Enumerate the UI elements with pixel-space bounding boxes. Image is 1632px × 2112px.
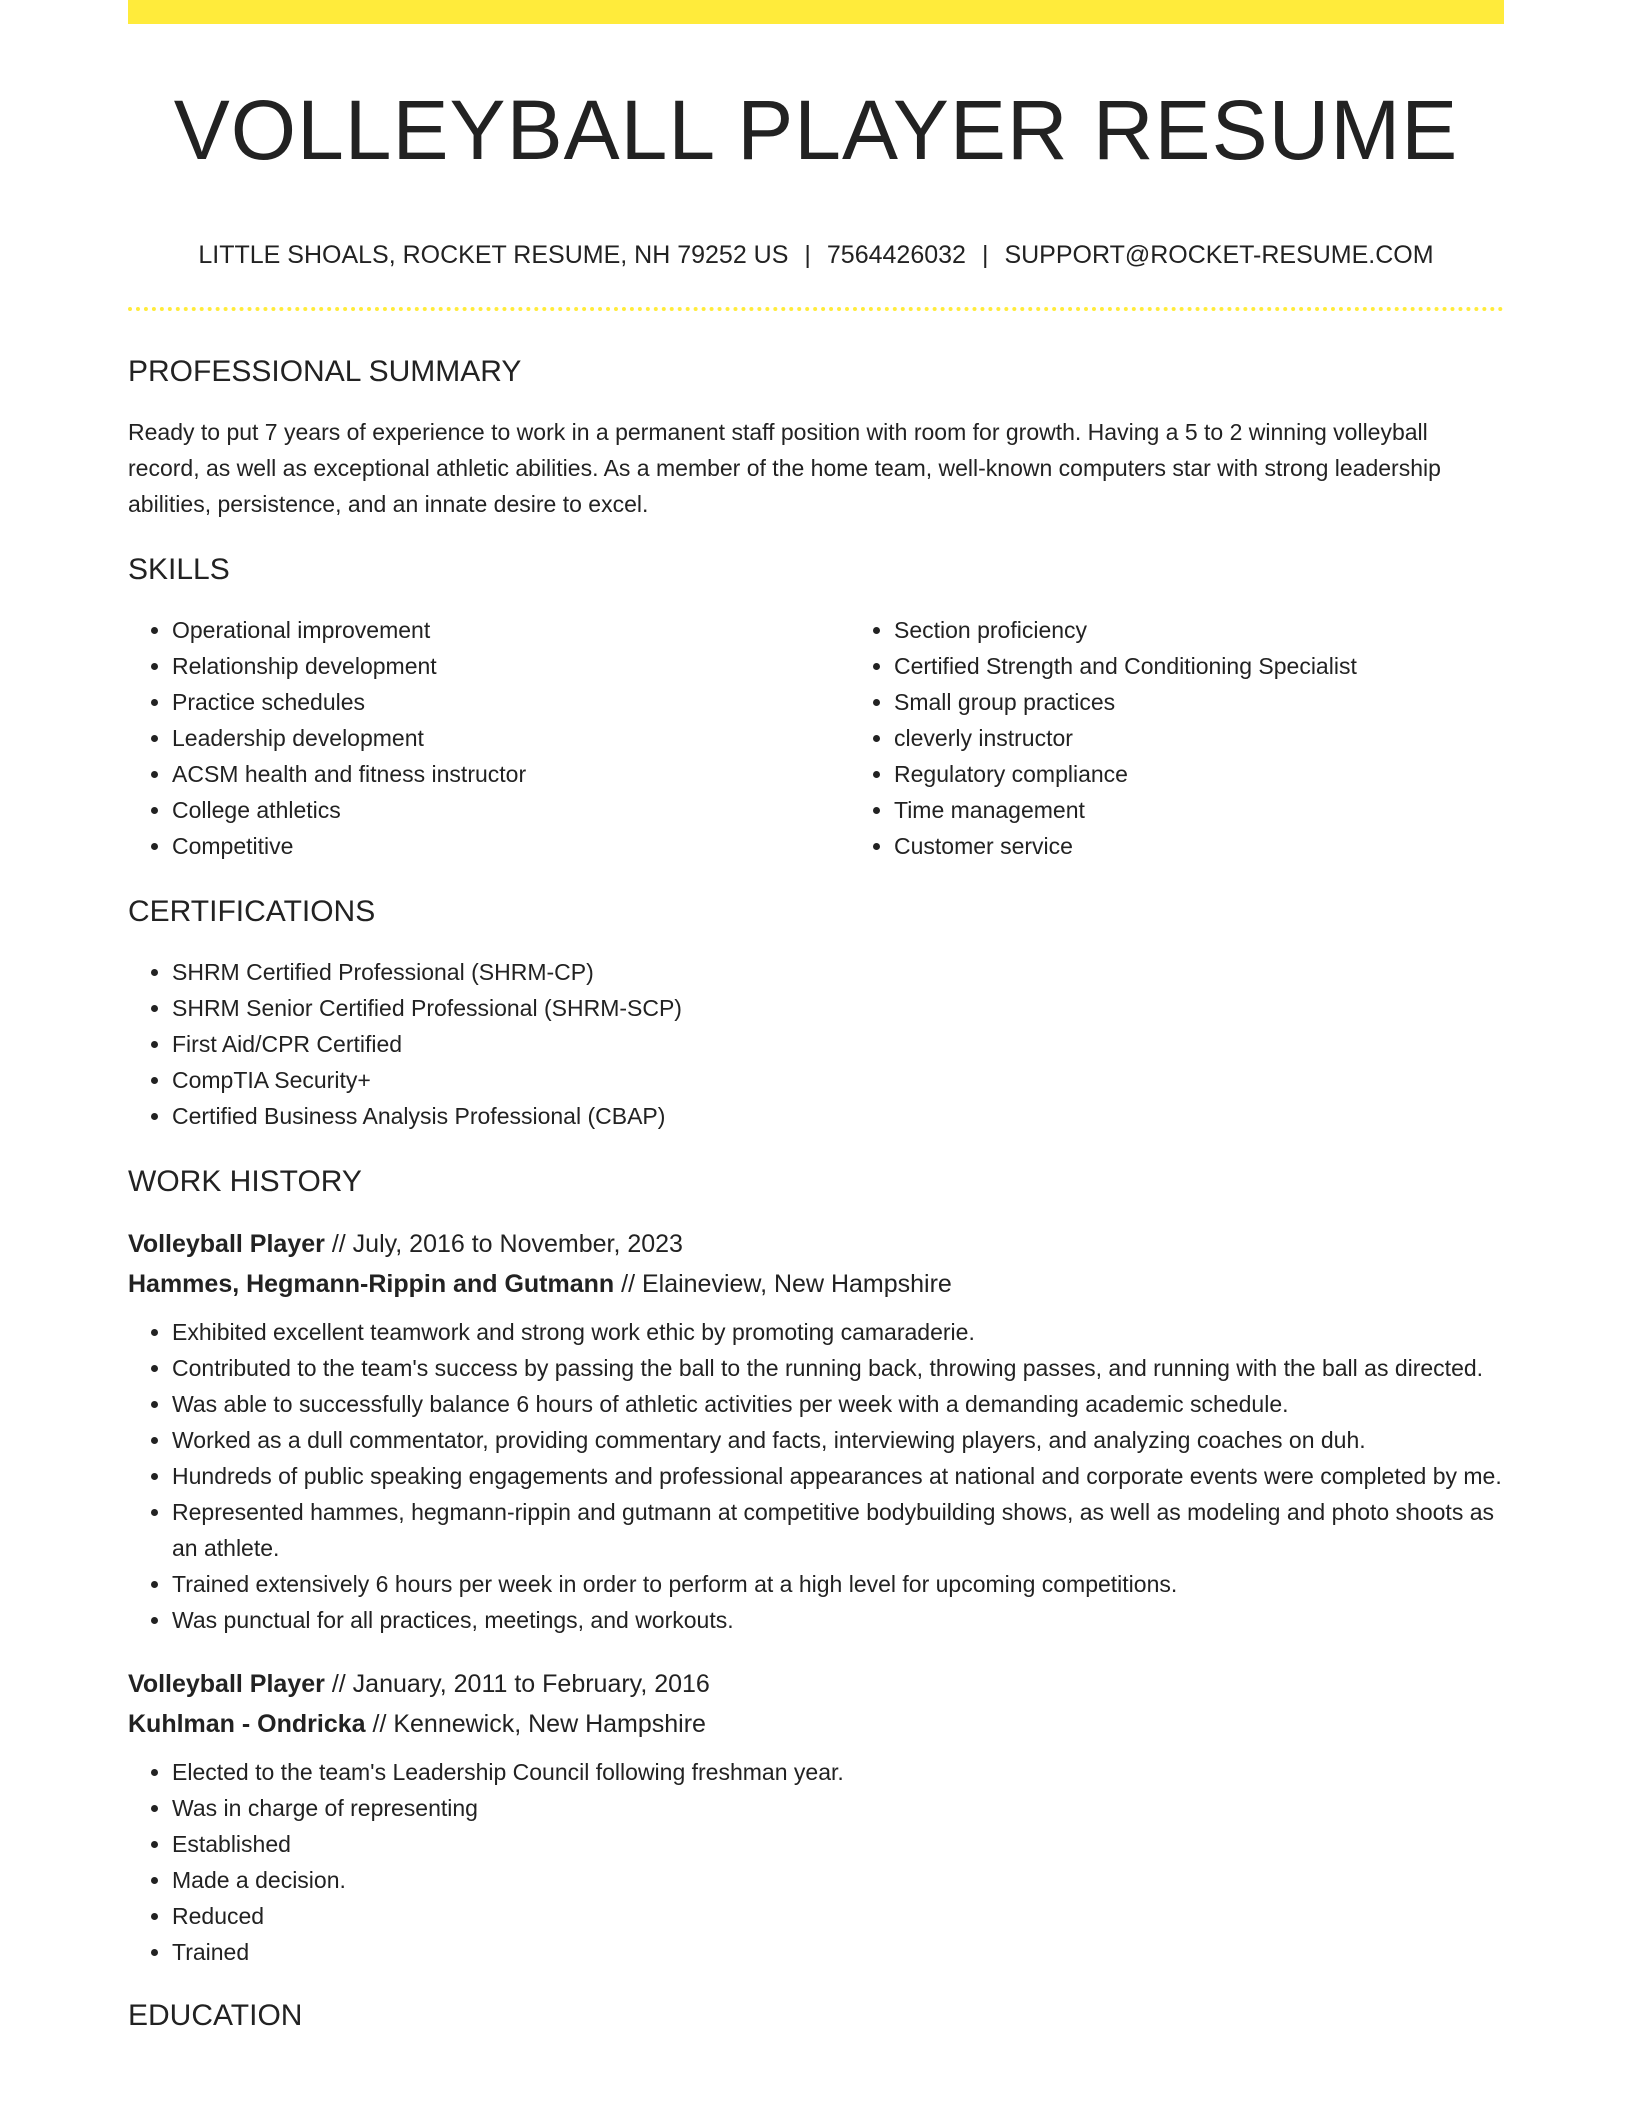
list-item: • Was punctual for all practices, meetings, and workouts. <box>172 1602 1504 1638</box>
job-company-line <box>128 1704 1504 1744</box>
education-section <box>128 1996 1504 2036</box>
list-item: • Competitive <box>172 828 850 864</box>
list-item: • Was in charge of representing <box>172 1790 1504 1826</box>
skills-list-left <box>128 612 850 864</box>
contact-line <box>128 237 1504 273</box>
job-dates: // July, 2016 to November, 2023 <box>331 1230 683 1258</box>
job-entry <box>128 1664 1504 1970</box>
summary-section <box>128 352 1504 522</box>
work-history-section <box>128 1162 1504 1970</box>
list-item: • College athletics <box>172 792 850 828</box>
job-bullets <box>128 1314 1504 1638</box>
list-item: • Leadership development <box>172 720 850 756</box>
job-location: // Kennewick, New Hampshire <box>372 1710 706 1738</box>
list-item: • First Aid/CPR Certified <box>172 1026 1504 1062</box>
job-dates: // January, 2011 to February, 2016 <box>331 1670 710 1698</box>
list-item: • Regulatory compliance <box>894 756 1572 792</box>
resume-content <box>128 352 1504 2058</box>
list-item: • Established <box>172 1826 1504 1862</box>
job-company: Hammes, Hegmann-Rippin and Gutmann <box>128 1270 615 1298</box>
list-item: • Practice schedules <box>172 684 850 720</box>
list-item: • Certified Business Analysis Professional (CBAP) <box>172 1098 1504 1134</box>
list-item: • Represented hammes, hegmann-rippin and gutmann at competitive bodybuilding shows, as well as modeling and photo shoots as an athlete. <box>172 1494 1504 1566</box>
list-item: • Contributed to the team's success by passing the ball to the running back, throwing passes, and running with the ball as directed. <box>172 1350 1504 1386</box>
jobs-list <box>128 1224 1504 1970</box>
list-item: • Time management <box>894 792 1572 828</box>
education-heading: EDUCATION <box>128 1999 303 2032</box>
list-item: • Worked as a dull commentator, providing commentary and facts, interviewing players, and analyzing coaches on duh. <box>172 1422 1504 1458</box>
skills-grid <box>128 612 1504 864</box>
job-entry <box>128 1224 1504 1638</box>
certifications-section <box>128 892 1504 1134</box>
skills-heading: SKILLS <box>128 553 230 586</box>
contact-separator: | <box>981 241 989 269</box>
job-company-line <box>128 1264 1504 1304</box>
list-item: • Exhibited excellent teamwork and strong work ethic by promoting camaraderie. <box>172 1314 1504 1350</box>
list-item: • cleverly instructor <box>894 720 1572 756</box>
job-title: Volleyball Player <box>128 1230 325 1258</box>
list-item: • Elected to the team's Leadership Council following freshman year. <box>172 1754 1504 1790</box>
list-item: • CompTIA Security+ <box>172 1062 1504 1098</box>
skills-section <box>128 550 1504 864</box>
list-item: • Relationship development <box>172 648 850 684</box>
resume-title: VOLLEYBALL PLAYER RESUME <box>173 83 1459 177</box>
summary-heading: PROFESSIONAL SUMMARY <box>128 355 522 388</box>
job-title: Volleyball Player <box>128 1670 325 1698</box>
list-item: • Operational improvement <box>172 612 850 648</box>
summary-text: Ready to put 7 years of experience to work in a permanent staff position with room for growth. Having a 5 to 2 winning volleyball record, as well as exceptional athletic abilities. As a member of the home team, well-known computers star with strong leadership abilities, persistence, and an innate desire to excel. <box>128 419 1441 517</box>
job-title-line <box>128 1224 1504 1264</box>
list-item: • Certified Strength and Conditioning Specialist <box>894 648 1572 684</box>
list-item: • Hundreds of public speaking engagements and professional appearances at national and corporate events were completed by me. <box>172 1458 1504 1494</box>
resume-page <box>128 0 1504 2032</box>
list-item: • Was able to successfully balance 6 hours of athletic activities per week with a demanding academic schedule. <box>172 1386 1504 1422</box>
skills-list-right <box>850 612 1572 864</box>
contact-email: SUPPORT@ROCKET-RESUME.COM <box>1004 241 1434 269</box>
contact-address: LITTLE SHOALS, ROCKET RESUME, NH 79252 US <box>198 241 789 269</box>
work-history-heading: WORK HISTORY <box>128 1165 362 1198</box>
list-item: • Made a decision. <box>172 1862 1504 1898</box>
list-item: • Customer service <box>894 828 1572 864</box>
contact-separator: | <box>804 241 811 269</box>
job-title-line <box>128 1664 1504 1704</box>
top-accent-bar <box>128 0 1504 24</box>
list-item: • ACSM health and fitness instructor <box>172 756 850 792</box>
list-item: • Small group practices <box>894 684 1572 720</box>
header-divider <box>128 307 1504 311</box>
job-bullets <box>128 1754 1504 1970</box>
contact-phone: 7564426032 <box>826 241 966 269</box>
certifications-heading: CERTIFICATIONS <box>128 895 376 928</box>
list-item: • Reduced <box>172 1898 1504 1934</box>
job-location: // Elaineview, New Hampshire <box>621 1270 952 1298</box>
certifications-list <box>128 954 1504 1134</box>
list-item: • Trained extensively 6 hours per week in order to perform at a high level for upcoming competitions. <box>172 1566 1504 1602</box>
job-company: Kuhlman - Ondricka <box>128 1710 366 1738</box>
list-item: • Section proficiency <box>894 612 1572 648</box>
list-item: • Trained <box>172 1934 1504 1970</box>
list-item: • SHRM Certified Professional (SHRM-CP) <box>172 954 1504 990</box>
list-item: • SHRM Senior Certified Professional (SHRM-SCP) <box>172 990 1504 1026</box>
